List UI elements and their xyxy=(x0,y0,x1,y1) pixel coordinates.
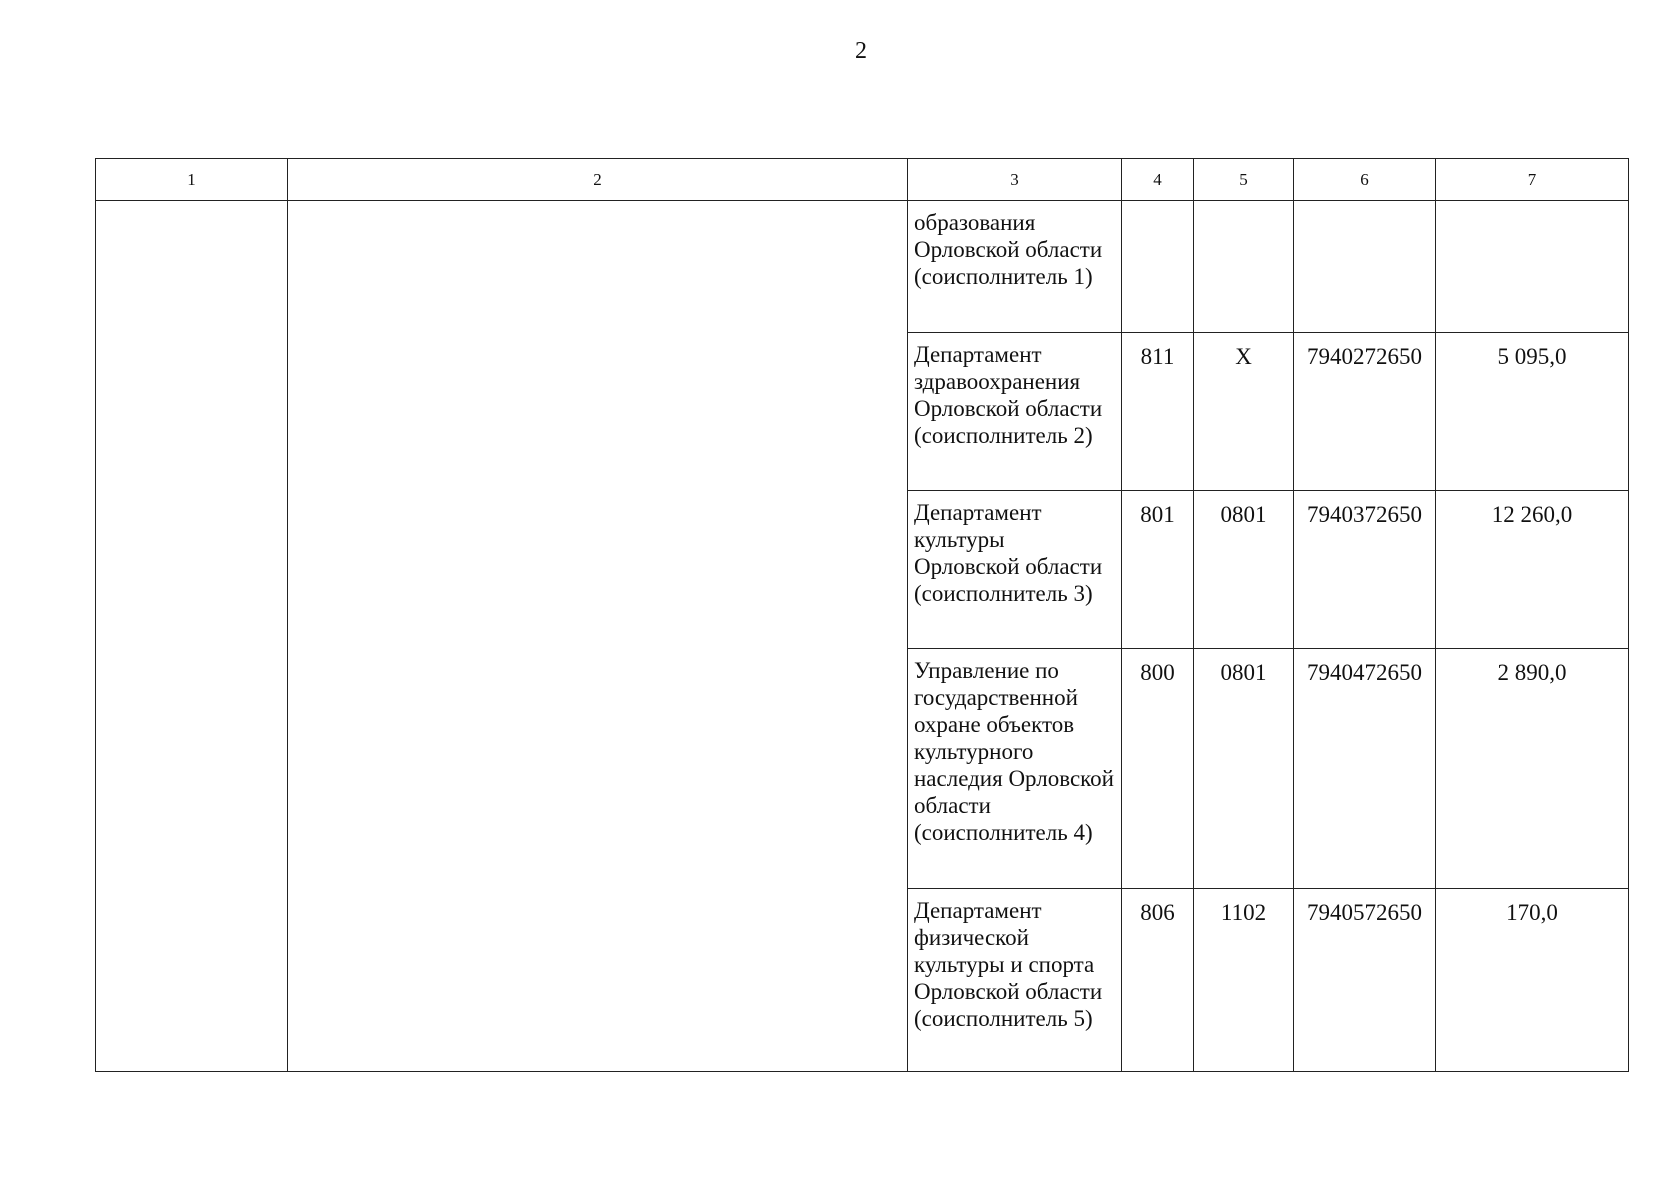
rzpr-cell xyxy=(1194,491,1294,649)
grbs-code: 806 xyxy=(1140,900,1175,925)
executor-name: образования Орловской области (соисполнитель 1) xyxy=(914,210,1103,289)
amount-value xyxy=(1436,201,1628,211)
amount-value: 5 095,0 xyxy=(1497,344,1567,369)
executor-cell xyxy=(908,889,1122,1072)
grbs-code: 800 xyxy=(1140,660,1175,685)
amount-value: 170,0 xyxy=(1506,900,1558,925)
csr-cell xyxy=(1294,889,1436,1072)
csr-cell xyxy=(1294,491,1436,649)
rzpr-cell xyxy=(1194,889,1294,1072)
column-header-6: 6 xyxy=(1294,159,1436,201)
grbs-cell xyxy=(1122,649,1194,889)
header-row xyxy=(96,159,1629,201)
csr-cell xyxy=(1294,649,1436,889)
grbs-cell xyxy=(1122,889,1194,1072)
csr-code: 7940372650 xyxy=(1307,502,1422,527)
grbs-cell xyxy=(1122,491,1194,649)
column-header-7: 7 xyxy=(1436,159,1629,201)
column-header-5: 5 xyxy=(1194,159,1294,201)
table-row xyxy=(96,201,1629,333)
executor-cell xyxy=(908,491,1122,649)
executor-name: Управление по государственной охране объектов культурного наследия Орловской области (соисполнитель 4) xyxy=(914,658,1114,845)
csr-cell xyxy=(1294,333,1436,491)
rzpr-cell xyxy=(1194,201,1294,333)
column-header-3: 3 xyxy=(908,159,1122,201)
rzpr-cell xyxy=(1194,333,1294,491)
amount-cell xyxy=(1436,649,1629,889)
rzpr-code xyxy=(1194,201,1293,211)
column-2-merged-cell xyxy=(288,201,908,1072)
rzpr-code: 0801 xyxy=(1220,660,1267,685)
amount-value: 2 890,0 xyxy=(1497,660,1567,685)
executor-cell xyxy=(908,201,1122,333)
column-1-merged-cell xyxy=(96,201,288,1072)
grbs-code xyxy=(1122,201,1193,211)
amount-value: 12 260,0 xyxy=(1491,502,1573,527)
csr-code xyxy=(1294,201,1435,211)
csr-code: 7940272650 xyxy=(1307,344,1422,369)
amount-cell xyxy=(1436,889,1629,1072)
executor-name: Департамент физической культуры и спорта Орловской области (соисполнитель 5) xyxy=(914,898,1103,1031)
executor-cell xyxy=(908,333,1122,491)
budget-table xyxy=(95,158,1629,1072)
grbs-code: 811 xyxy=(1140,344,1175,369)
csr-code: 7940472650 xyxy=(1307,660,1422,685)
page-number: 2 xyxy=(855,38,867,64)
executor-name: Департамент здравоохранения Орловской области (соисполнитель 2) xyxy=(914,342,1103,448)
executor-name: Департамент культуры Орловской области (соисполнитель 3) xyxy=(914,500,1103,606)
rzpr-code: Х xyxy=(1235,344,1252,369)
amount-cell xyxy=(1436,333,1629,491)
grbs-code: 801 xyxy=(1140,502,1175,527)
rzpr-code: 1102 xyxy=(1220,900,1267,925)
amount-cell xyxy=(1436,491,1629,649)
column-header-2: 2 xyxy=(288,159,908,201)
grbs-cell xyxy=(1122,201,1194,333)
csr-code: 7940572650 xyxy=(1307,900,1422,925)
column-header-1: 1 xyxy=(96,159,288,201)
amount-cell xyxy=(1436,201,1629,333)
grbs-cell xyxy=(1122,333,1194,491)
rzpr-code: 0801 xyxy=(1220,502,1267,527)
csr-cell xyxy=(1294,201,1436,333)
column-header-4: 4 xyxy=(1122,159,1194,201)
rzpr-cell xyxy=(1194,649,1294,889)
executor-cell xyxy=(908,649,1122,889)
